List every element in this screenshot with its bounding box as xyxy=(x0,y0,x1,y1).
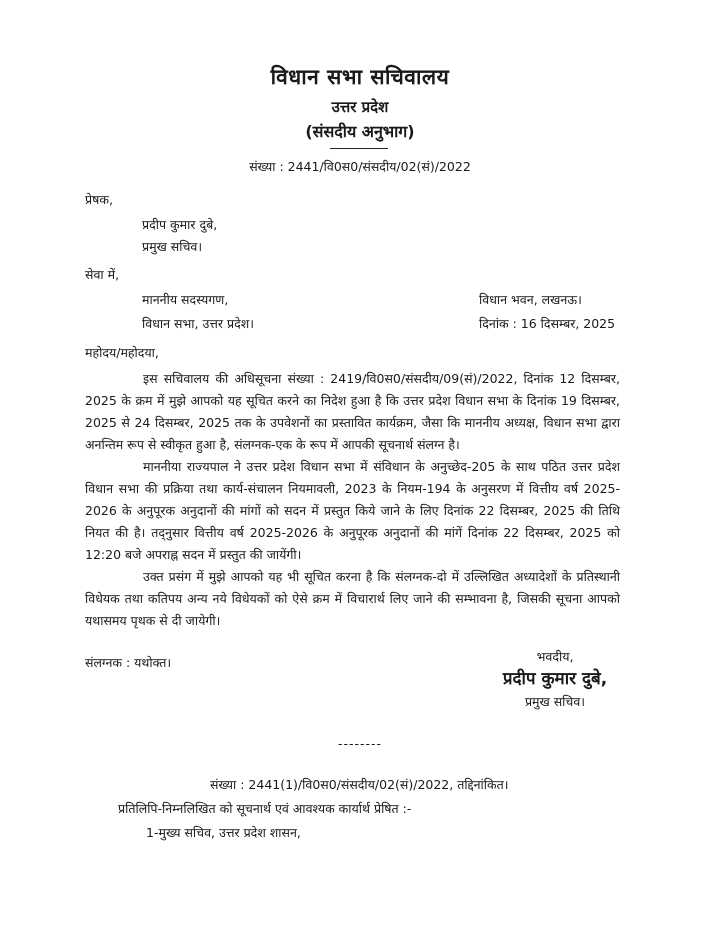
salutation: महोदय/महोदया, xyxy=(85,345,159,360)
signature-block xyxy=(480,648,630,712)
sender-name: प्रदीप कुमार दुबे, xyxy=(142,217,218,232)
body-paragraph-1: इस सचिवालय की अधिसूचना संख्या : 2419/वि0स0/संसदीय/09(सं)/2022, दिनांक 12 दिसम्बर, 2025 के क्रम में मुझे आपको यह सूचित करने का निदेश हुआ है कि उत्तर प्रदेश विधान सभा के दिनांक 19 दिसम्बर, 2025 से 24 दिसम्बर, 2025 तक के उपवेशनों का प्रस्तावित कार्यक्रम, जैसा कि माननीय अध्यक्ष, विधान सभा द्वारा अनन्तिम रूप से स्वीकृत हुआ है, संलग्नक-एक के रूप में आपकी सूचनार्थ संलग्न है। xyxy=(85,371,620,452)
state-title: उत्तर प्रदेश xyxy=(331,98,389,116)
signature-closing: भवदीय, xyxy=(536,649,574,664)
org-title: विधान सभा सचिवालय xyxy=(270,65,450,89)
copy-reference-number: संख्या : 2441(1)/वि0स0/संसदीय/02(सं)/2022, तद्दिनांकित। xyxy=(210,777,509,792)
reference-number: संख्या : 2441/वि0स0/संसदीय/02(सं)/2022 xyxy=(249,159,471,174)
copy-list-item: 1-मुख्य सचिव, उत्तर प्रदेश शासन, xyxy=(146,825,301,840)
body-paragraph-2: माननीया राज्यपाल ने उत्तर प्रदेश विधान सभा में संविधान के अनुच्छेद-205 के साथ पठित उत्तर प्रदेश विधान सभा की प्रक्रिया तथा कार्य-संचालन नियमावली, 2023 के नियम-194 के अनुसरण में वित्तीय वर्ष 2025-2026 के अनुपूरक अनुदानों की मांगों को सदन में प्रस्तुत किये जाने के लिए दिनांक 22 दिसम्बर, 2025 की तिथि नियत की है। तद्नुसार वित्तीय वर्ष 2025-2026 के अनुपूरक अनुदानों की मांगें दिनांक 22 दिसम्बर, 2025 को 12:20 बजे अपराह्न सदन में प्रस्तुत की जायेंगी। xyxy=(85,459,620,562)
body-paragraph-3: उक्त प्रसंग में मुझे आपको यह भी सूचित करना है कि संलग्नक-दो में उल्लिखित अध्यादेशों के प्रतिस्थानी विधेयक तथा कतिपय अन्य नये विधेयकों को ऐसे क्रम में विचारार्थ लिए जाने की सम्भावना है, जिसकी सूचना आपको यथासमय पृथक से दी जायेगी। xyxy=(85,569,620,628)
sender-label: प्रेषक, xyxy=(85,192,113,207)
letter-date: दिनांक : 16 दिसम्बर, 2025 xyxy=(479,316,616,331)
separator: -------- xyxy=(337,736,383,751)
recipient-line-1: माननीय सदस्यगण, xyxy=(142,292,229,307)
place: विधान भवन, लखनऊ। xyxy=(479,292,582,307)
signature-designation: प्रमुख सचिव। xyxy=(524,694,586,709)
sender-designation: प्रमुख सचिव। xyxy=(142,239,203,254)
header-rule xyxy=(330,148,388,149)
recipient-line-2: विधान सभा, उत्तर प्रदेश। xyxy=(142,316,255,331)
copy-intro: प्रतिलिपि-निम्नलिखित को सूचनार्थ एवं आवश्यक कार्यार्थ प्रेषित :- xyxy=(118,801,412,816)
recipient-label: सेवा में, xyxy=(85,267,120,282)
signature-name: प्रदीप कुमार दुबे, xyxy=(502,669,608,689)
enclosure-note: संलग्नक : यथोक्त। xyxy=(85,655,172,670)
section-title: (संसदीय अनुभाग) xyxy=(305,122,415,141)
